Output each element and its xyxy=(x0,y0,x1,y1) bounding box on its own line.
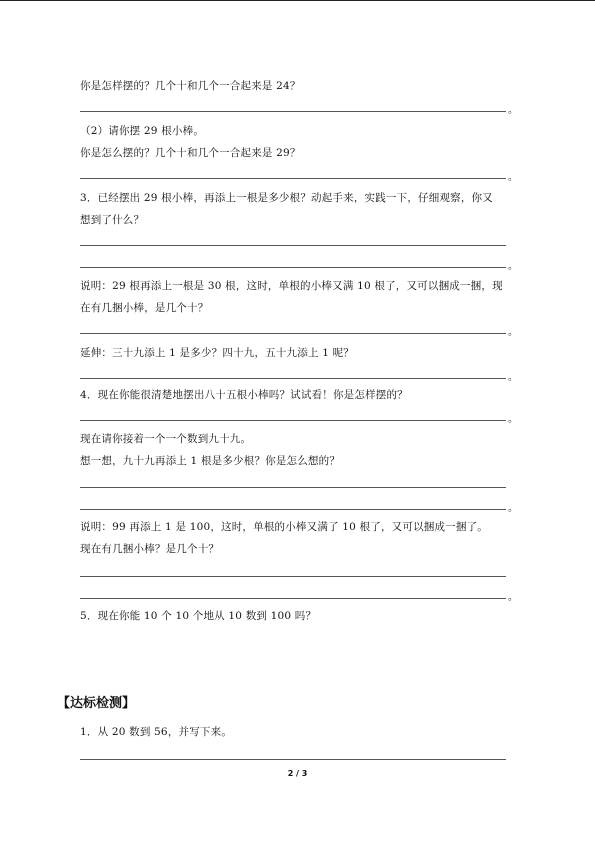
answer-line[interactable] xyxy=(80,487,506,488)
answer-line[interactable] xyxy=(80,245,506,246)
period-mark: 。 xyxy=(508,327,518,338)
question-line: 想到了什么？ xyxy=(80,214,145,226)
question-line: 1．从 20 数到 56，并写下来。 xyxy=(80,726,233,738)
section-heading: 【达标检测】 xyxy=(57,696,136,711)
period-mark: 。 xyxy=(508,261,518,272)
question-line: 想一想，九十九再添上 1 根是多少根？你是怎么想的？ xyxy=(80,455,341,467)
question-line: 3．已经摆出 29 根小棒，再添上一根是多少根？动起手来，实践一下，仔细观察，你又 xyxy=(80,192,493,204)
question-line: 4．现在你能很清楚地摆出八十五根小棒吗？试试看！你是怎样摆的？ xyxy=(80,389,408,401)
answer-line[interactable] xyxy=(80,576,506,577)
answer-line[interactable] xyxy=(80,111,506,112)
answer-line[interactable] xyxy=(80,509,506,510)
answer-line[interactable] xyxy=(80,759,506,760)
note-line: 说明：29 根再添上一根是 30 根，这时，单根的小棒又满 10 根了，又可以捆成一捆，现 xyxy=(80,280,503,292)
question-line: 现在有几捆小棒？是几个十？ xyxy=(80,543,220,555)
period-mark: 。 xyxy=(508,172,518,183)
note-line: 在有几捆小棒，是几个十？ xyxy=(80,302,209,314)
header-rule xyxy=(0,0,595,1)
answer-line[interactable] xyxy=(80,378,506,379)
answer-line[interactable] xyxy=(80,178,506,179)
answer-line[interactable] xyxy=(80,333,506,334)
answer-line[interactable] xyxy=(80,420,506,421)
answer-line[interactable] xyxy=(80,267,506,268)
question-line: 你是怎样摆的？几个十和几个一合起来是 24？ xyxy=(80,80,301,92)
period-mark: 。 xyxy=(508,503,518,514)
note-line: 延伸：三十九添上 1 是多少？四十九，五十九添上 1 呢？ xyxy=(80,347,355,359)
question-line: 你是怎么摆的？几个十和几个一合起来是 29？ xyxy=(80,147,301,159)
period-mark: 。 xyxy=(508,372,518,383)
period-mark: 。 xyxy=(508,592,518,603)
question-line: 5．现在你能 10 个 10 个地从 10 数到 100 吗？ xyxy=(80,610,317,622)
question-line: 现在请你接着一个一个数到九十九。 xyxy=(80,433,252,445)
answer-line[interactable] xyxy=(80,598,506,599)
question-line: （2）请你摆 29 根小棒。 xyxy=(80,125,205,137)
period-mark: 。 xyxy=(508,414,518,425)
note-line: 说明：99 再添上 1 是 100，这时，单根的小棒又满了 10 根了，又可以捆成一捆了。 xyxy=(80,521,488,533)
period-mark: 。 xyxy=(508,105,518,116)
page-number: 2 / 3 xyxy=(287,769,308,778)
